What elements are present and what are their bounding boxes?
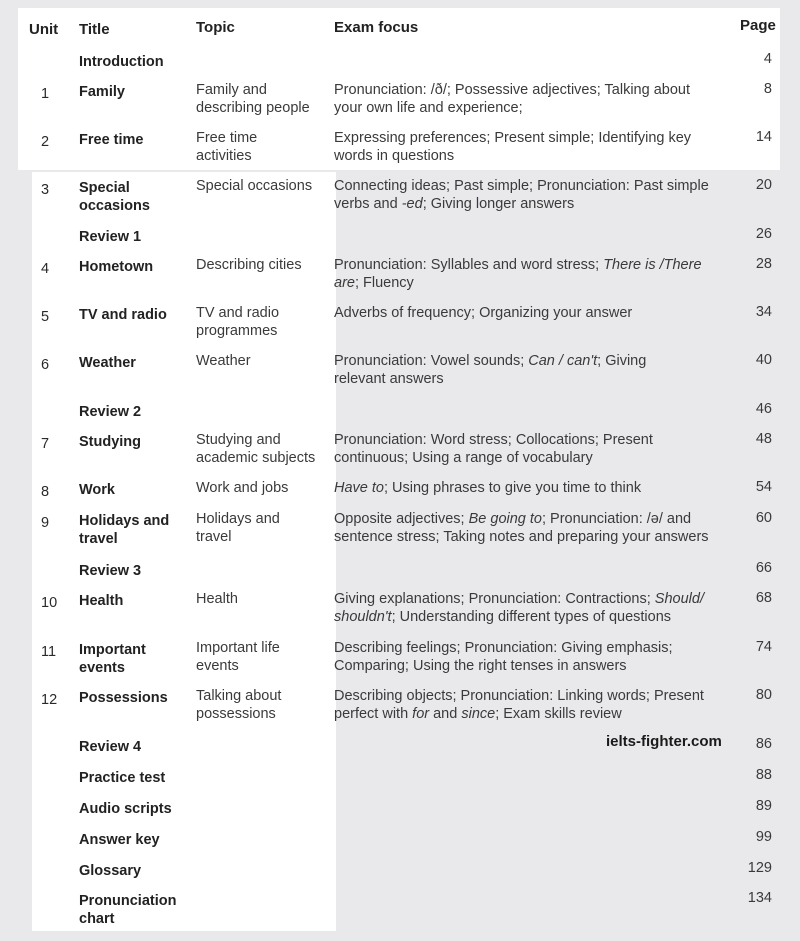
exam-focus: Adverbs of frequency; Organizing your answer [334,305,633,321]
unit-number: 9 [41,515,50,531]
exam-focus: Opposite adjectives; Be going to; Pronunciation: /ə/ and sentence stress; Taking notes and preparing your answers [334,511,709,545]
exam-focus: Expressing preferences; Present simple; Identifying key words in questions [334,130,692,164]
page-number: 80 [755,687,772,703]
exam-focus: Describing objects; Pronunciation: Linking words; Present perfect with for and since; Exam skills review [334,688,704,722]
exam-focus: Pronunciation: Vowel sounds; Can / can't; Giving relevant answers [334,353,647,387]
page-number: 129 [747,860,772,876]
left-highlight-panel [32,172,336,931]
page-number: 28 [755,256,772,272]
page-number: 40 [755,352,772,368]
unit-title: Studying [79,434,142,450]
page-number: 46 [755,401,772,417]
page-number: 134 [747,890,772,906]
exam-focus: Have to; Using phrases to give you time to think [334,480,642,496]
unit-number: 6 [41,357,50,373]
page-number: 4 [763,51,772,67]
unit-title: Review 2 [79,404,142,420]
page-number: 99 [755,829,772,845]
exam-focus: Pronunciation: /ð/; Possessive adjectives; Talking about your own life and experience; [334,82,690,116]
header-page: Page [740,17,776,34]
unit-topic: Holidays and travel [196,511,280,545]
unit-title: Introduction [79,54,164,70]
page-number: 26 [755,226,772,242]
unit-topic: Studying and academic subjects [196,432,316,466]
unit-number: 11 [41,644,57,660]
unit-title: Audio scripts [79,801,172,817]
unit-number: 7 [41,436,50,452]
unit-topic: TV and radio programmes [196,305,280,339]
unit-title: TV and radio [79,307,167,323]
unit-topic: Describing cities [196,257,302,273]
unit-number: 12 [41,692,58,708]
header-exam-focus: Exam focus [334,19,419,36]
unit-title: Holidays and travel [79,513,170,547]
unit-title: Family [79,84,125,100]
exam-focus: Pronunciation: Word stress; Collocations; Present continuous; Using a range of vocabulary [334,432,653,466]
unit-topic: Talking about possessions [196,688,282,722]
unit-number: 3 [41,182,50,198]
unit-number: 5 [41,309,50,325]
unit-title: Review 1 [79,229,142,245]
unit-title: Important events [79,642,146,676]
page-number: 14 [755,129,772,145]
unit-number: 8 [41,484,50,500]
unit-number: 4 [41,261,50,277]
unit-topic: Important life events [196,640,280,674]
exam-focus: Pronunciation: Syllables and word stress; There is /There are; Fluency [334,257,702,291]
unit-number: 2 [41,134,50,150]
unit-title: Practice test [79,770,166,786]
unit-title: Review 3 [79,563,142,579]
page-number: 20 [755,177,772,193]
exam-focus: Giving explanations; Pronunciation: Contractions; Should/ shouldn't; Understanding different types of questions [334,591,704,625]
page-number: 60 [755,510,772,526]
unit-title: Weather [79,355,136,371]
header-unit: Unit [29,21,59,38]
page-number: 66 [755,560,772,576]
page-number: 74 [755,639,772,655]
unit-topic: Family and describing people [196,82,310,116]
unit-title: Glossary [79,863,142,879]
unit-title: Possessions [79,690,168,706]
page-number: 68 [755,590,772,606]
page-number: 54 [755,479,772,495]
unit-number: 1 [41,86,50,102]
unit-title: Answer key [79,832,160,848]
unit-topic: Health [196,591,238,607]
unit-title: Health [79,593,124,609]
unit-number: 10 [41,595,58,611]
watermark: ielts-fighter.com [606,733,722,750]
exam-focus: Describing feelings; Pronunciation: Giving emphasis; Comparing; Using the right tenses in answers [334,640,673,674]
page-number: 34 [755,304,772,320]
unit-topic: Special occasions [196,178,313,194]
unit-topic: Work and jobs [196,480,289,496]
unit-topic: Free time activities [196,130,258,164]
page-number: 8 [763,81,772,97]
unit-title: Free time [79,132,144,148]
exam-focus: Connecting ideas; Past simple; Pronunciation: Past simple verbs and -ed; Giving longer answers [334,178,709,212]
page-number: 48 [755,431,772,447]
unit-title: Work [79,482,115,498]
unit-topic: Weather [196,353,251,369]
unit-title: Hometown [79,259,154,275]
page-number: 88 [755,767,772,783]
page-number: 86 [755,736,772,752]
unit-title: Special occasions [79,180,150,214]
unit-title: Pronunciation chart [79,893,177,927]
page-number: 89 [755,798,772,814]
header-title: Title [79,21,110,38]
unit-title: Review 4 [79,739,142,755]
header-topic: Topic [196,19,235,36]
